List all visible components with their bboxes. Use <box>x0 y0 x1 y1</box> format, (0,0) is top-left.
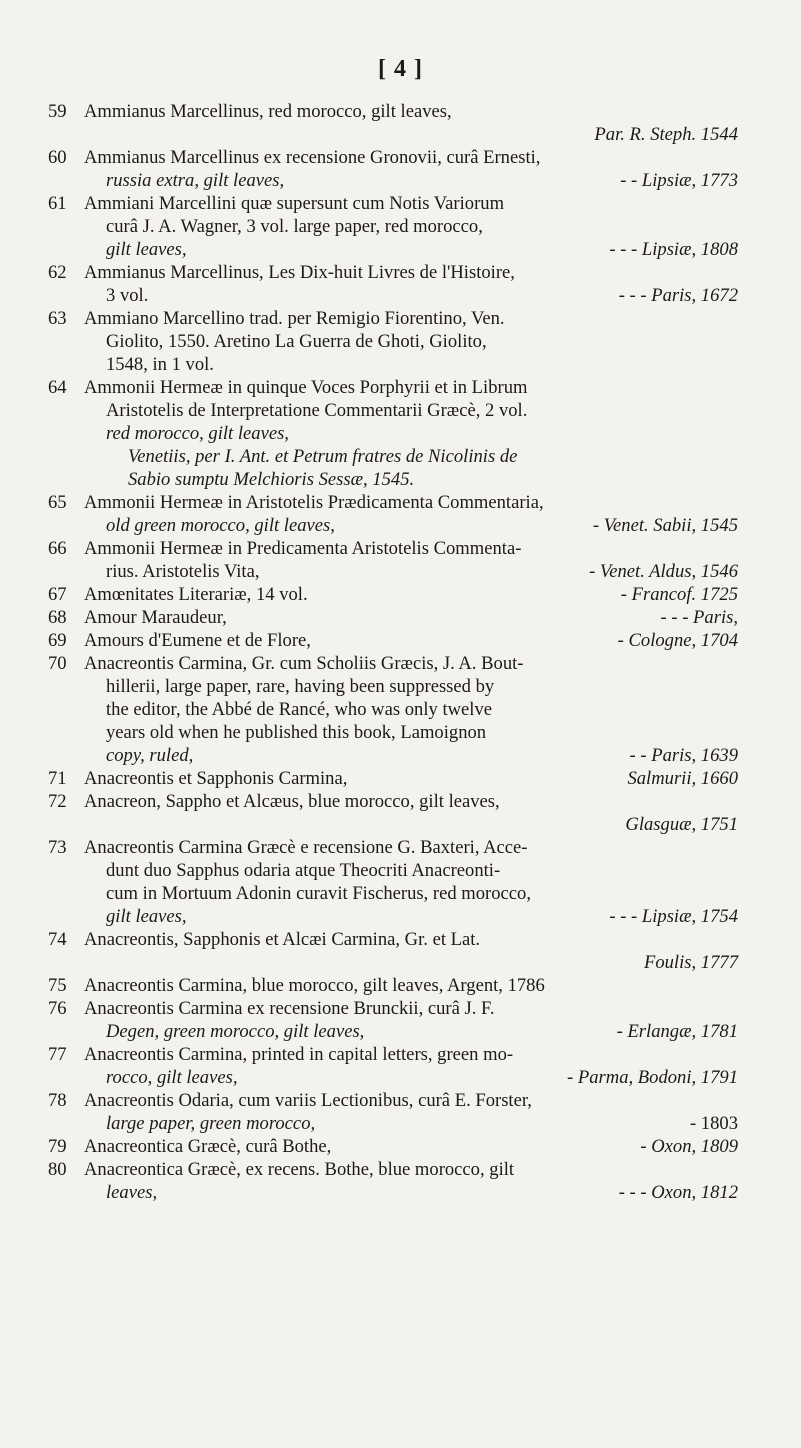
entry-line: Ammonii Hermeæ in Predicamenta Aristotelis Commenta- <box>84 538 522 559</box>
entry-line-row <box>106 284 738 307</box>
entry-number: 80 <box>48 1159 67 1180</box>
entry-number: 60 <box>48 147 67 168</box>
entry-imprint: Par. R. Steph. 1544 <box>594 124 738 145</box>
catalog-entry-70 <box>48 652 738 767</box>
entry-imprint: - Parma, Bodoni, 1791 <box>567 1067 738 1088</box>
entry-title: Anacreontis et Sapphonis Carmina, <box>84 768 348 789</box>
entry-number: 78 <box>48 1090 67 1111</box>
entry-imprint: Sabio sumptu Melchioris Sessæ, 1545. <box>128 469 415 490</box>
entry-line: Ammiano Marcellino trad. per Remigio Fiorentino, Ven. <box>84 308 505 329</box>
entry-imprint: Salmurii, 1660 <box>627 768 738 789</box>
catalog-entry-78 <box>48 1089 738 1135</box>
entry-line: Anacreontica Græcè, ex recens. Bothe, blue morocco, gilt <box>84 1159 515 1180</box>
entry-imprint: - - - Lipsiæ, 1808 <box>609 239 738 260</box>
entry-line: hillerii, large paper, rare, having been suppressed by <box>106 676 495 697</box>
entry-line: Ammiani Marcellini quæ supersunt cum Notis Variorum <box>84 193 505 214</box>
entry-line: Ammonii Hermeæ in quinque Voces Porphyrii et in Librum <box>84 377 528 398</box>
catalog-entry-73 <box>48 836 738 928</box>
entry-line-row <box>106 1020 738 1043</box>
entry-number: 76 <box>48 998 67 1019</box>
entry-line: Anacreontis Odaria, cum variis Lectionibus, curâ E. Forster, <box>84 1090 532 1111</box>
entry-number: 77 <box>48 1044 67 1065</box>
catalog-entry-61 <box>48 192 738 261</box>
entry-volumes: 3 vol. <box>106 285 149 306</box>
entry-number: 64 <box>48 377 67 398</box>
entry-binding: gilt leaves, <box>106 906 187 927</box>
entry-number: 68 <box>48 607 67 628</box>
entry-binding: old green morocco, gilt leaves, <box>106 515 335 536</box>
entry-imprint: - - - Oxon, 1812 <box>618 1182 738 1203</box>
entry-number: 67 <box>48 584 67 605</box>
entry-title: Amours d'Eumene et de Flore, <box>84 630 311 651</box>
entry-line-row <box>84 767 738 790</box>
entry-binding: rocco, gilt leaves, <box>106 1067 238 1088</box>
entry-imprint: Glasguæ, 1751 <box>625 814 738 835</box>
entry-imprint: - - Paris, 1639 <box>629 745 738 766</box>
entry-number: 65 <box>48 492 67 513</box>
entry-imprint: - Francof. 1725 <box>620 584 738 605</box>
entry-line-row <box>106 1112 738 1135</box>
catalog-entry-62 <box>48 261 738 307</box>
entry-line: Ammonii Hermeæ in Aristotelis Prædicamenta Commentaria, <box>84 492 544 513</box>
entry-imprint: - Oxon, 1809 <box>640 1136 738 1157</box>
entry-title: Amœnitates Literariæ, 14 vol. <box>84 584 308 605</box>
entry-imprint: - - - Lipsiæ, 1754 <box>609 906 738 927</box>
entry-imprint: - - - Paris, 1672 <box>618 285 738 306</box>
entry-title: Anacreontica Græcè, curâ Bothe, <box>84 1136 332 1157</box>
entry-imprint: - - - Paris, <box>660 607 738 628</box>
entry-imprint: - Erlangæ, 1781 <box>616 1021 738 1042</box>
entry-binding: Degen, green morocco, gilt leaves, <box>106 1021 365 1042</box>
catalog-entry-60 <box>48 146 738 192</box>
entry-number: 69 <box>48 630 67 651</box>
entry-number: 59 <box>48 101 67 122</box>
catalog-entry-76 <box>48 997 738 1043</box>
entry-line: Anacreontis Carmina ex recensione Brunckii, curâ J. F. <box>84 998 495 1019</box>
entry-line: Ammianus Marcellinus, Les Dix-huit Livres de l'Histoire, <box>84 262 515 283</box>
entry-line: Aristotelis de Interpretatione Commentarii Græcè, 2 vol. <box>106 400 528 421</box>
entry-binding: leaves, <box>106 1182 158 1203</box>
catalog-entry-79 <box>48 1135 738 1158</box>
entry-line-row <box>106 905 738 928</box>
entry-imprint: - - Lipsiæ, 1773 <box>620 170 738 191</box>
page-number-header: [ 4 ] <box>378 56 423 82</box>
catalog-entry-75 <box>48 974 738 997</box>
entry-title: Amour Maraudeur, <box>84 607 227 628</box>
entry-binding: red morocco, gilt leaves, <box>106 423 289 444</box>
catalog-entry-68 <box>48 606 738 629</box>
entry-line: rius. Aristotelis Vita, <box>106 561 260 582</box>
entry-number: 61 <box>48 193 67 214</box>
entry-line: Anacreontis Carmina, blue morocco, gilt leaves, Argent, 1786 <box>84 975 545 996</box>
entry-binding: russia extra, gilt leaves, <box>106 170 285 191</box>
catalog-entry-74 <box>48 928 738 974</box>
entry-line-row <box>84 606 738 629</box>
catalog-entry-69 <box>48 629 738 652</box>
entry-binding: copy, ruled, <box>106 745 194 766</box>
entry-line-row <box>106 1066 738 1089</box>
entry-number: 72 <box>48 791 67 812</box>
catalog-entry-67 <box>48 583 738 606</box>
catalog-entry-77 <box>48 1043 738 1089</box>
entry-line: 1548, in 1 vol. <box>106 354 214 375</box>
entry-line: Ammianus Marcellinus, red morocco, gilt leaves, <box>84 101 452 122</box>
entry-number: 62 <box>48 262 67 283</box>
entry-imprint: Foulis, 1777 <box>643 952 738 973</box>
entry-line-row <box>106 238 738 261</box>
entry-line: Anacreontis Carmina, printed in capital letters, green mo- <box>84 1044 514 1065</box>
entry-imprint: - Cologne, 1704 <box>617 630 738 651</box>
catalog-list <box>48 100 738 1204</box>
catalog-entry-59 <box>48 100 738 146</box>
entry-line-row <box>106 169 738 192</box>
entry-line: Anacreontis Carmina, Gr. cum Scholiis Græcis, J. A. Bout- <box>84 653 524 674</box>
entry-number: 63 <box>48 308 67 329</box>
entry-line-row <box>106 744 738 767</box>
entry-imprint: - Venet. Aldus, 1546 <box>589 561 738 582</box>
entry-line-row <box>84 1135 738 1158</box>
entry-line: cum in Mortuum Adonin curavit Fischerus, red morocco, <box>106 883 531 904</box>
entry-number: 70 <box>48 653 67 674</box>
entry-line-row <box>84 583 738 606</box>
entry-binding: large paper, green morocco, <box>106 1113 316 1134</box>
entry-line-row <box>106 514 738 537</box>
entry-number: 75 <box>48 975 67 996</box>
entry-number: 71 <box>48 768 67 789</box>
entry-number: 74 <box>48 929 67 950</box>
entry-number: 79 <box>48 1136 67 1157</box>
entry-line: Ammianus Marcellinus ex recensione Gronovii, curâ Ernesti, <box>84 147 541 168</box>
catalog-entry-65 <box>48 491 738 537</box>
entry-number: 66 <box>48 538 67 559</box>
entry-number: 73 <box>48 837 67 858</box>
catalog-entry-72 <box>48 790 738 836</box>
entry-imprint: - 1803 <box>689 1113 738 1134</box>
catalog-entry-64 <box>48 376 738 491</box>
catalog-entry-71 <box>48 767 738 790</box>
entry-line: Anacreontis Carmina Græcè e recensione G. Baxteri, Acce- <box>84 837 528 858</box>
entry-line: curâ J. A. Wagner, 3 vol. large paper, red morocco, <box>106 216 483 237</box>
entry-line: Giolito, 1550. Aretino La Guerra de Ghoti, Giolito, <box>106 331 487 352</box>
entry-line: Anacreon, Sappho et Alcæus, blue morocco, gilt leaves, <box>84 791 500 812</box>
entry-line: Anacreontis, Sapphonis et Alcæi Carmina, Gr. et Lat. <box>84 929 481 950</box>
entry-imprint: Venetiis, per I. Ant. et Petrum fratres de Nicolinis de <box>128 446 518 467</box>
entry-line: dunt duo Sapphus odaria atque Theocriti Anacreonti- <box>106 860 501 881</box>
entry-line-row <box>106 1181 738 1204</box>
entry-imprint: - Venet. Sabii, 1545 <box>592 515 738 536</box>
entry-line: years old when he published this book, Lamoignon <box>106 722 487 743</box>
entry-binding: gilt leaves, <box>106 239 187 260</box>
entry-line-row <box>84 629 738 652</box>
entry-line: the editor, the Abbé de Rancé, who was only twelve <box>106 699 493 720</box>
catalog-entry-80 <box>48 1158 738 1204</box>
catalog-entry-66 <box>48 537 738 583</box>
catalog-entry-63 <box>48 307 738 376</box>
entry-line-row <box>106 560 738 583</box>
